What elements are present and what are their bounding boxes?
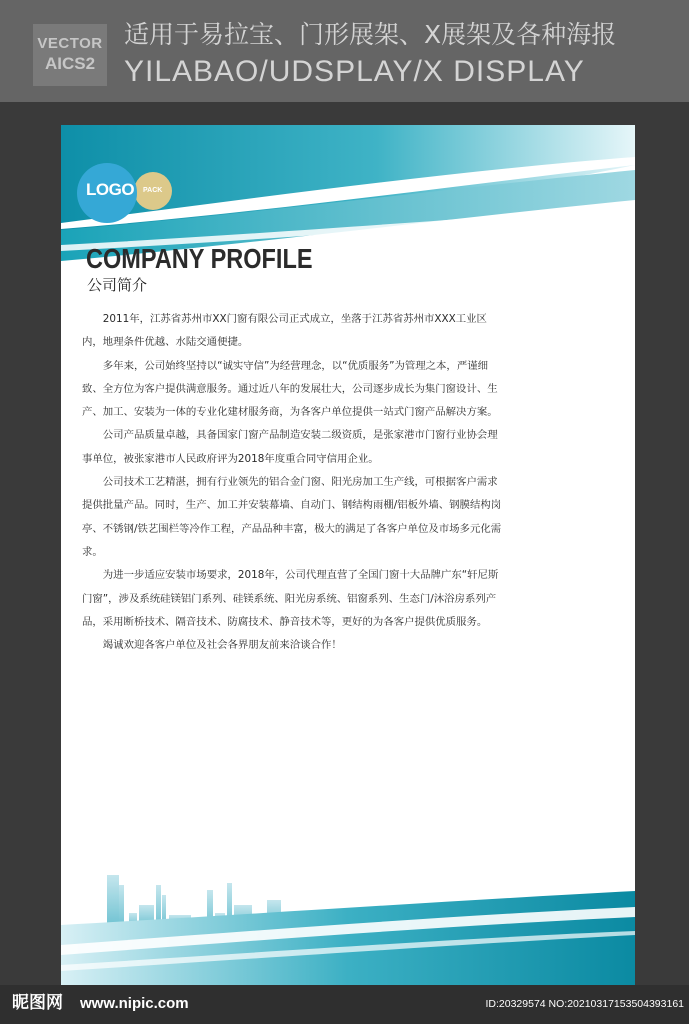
company-profile-title: COMPANY PROFILE <box>86 243 313 274</box>
nipic-logo: 昵图网 <box>12 993 63 1013</box>
nipic-url[interactable]: www.nipic.com <box>80 995 189 1012</box>
profile-paragraph: 多年来，公司始终坚持以“诚实守信”为经营理念，以“优质服务”为管理之本，严谨细致、全方位为客户提供满意服务。通过近八年的发展壮大，公司逐步成长为集门窗设计、生产、加工、安装为一体的专业化建材服务商，为各客户单位提供一站式门窗产品解决方案。 <box>82 359 498 419</box>
banner-title-en: YILABAO/UDSPLAY/X DISPLAY <box>124 55 585 88</box>
profile-paragraph: 为进一步适应安装市场要求，2018年，公司代理直营了全国门窗十大品牌广东“轩尼斯门窗”，涉及系统硅镁铝门系列、硅镁系统、阳光房系统、铝窗系列、生态门/沐浴房系列产品，采用断桥技术、隔音技术、防腐技术、静音技术等，更好的为各客户提供优质服务。 <box>82 569 499 628</box>
company-profile-subtitle: 公司简介 <box>87 276 148 294</box>
profile-paragraph: 2011年，江苏省苏州市XX门窗有限公司正式成立，坐落于江苏省苏州市XXX工业区内，地理条件优越、水陆交通便捷。 <box>82 313 487 349</box>
profile-paragraph: 公司产品质量卓越，具备国家门窗产品制造安装二级资质，是张家港市门窗行业协会理事单位，被张家港市人民政府评为2018年度重合同守信用企业。 <box>82 429 498 465</box>
banner-title-cn: 适用于易拉宝、门形展架、X展架及各种海报 <box>124 20 617 49</box>
badge-line2: AICS2 <box>44 54 96 73</box>
profile-paragraph: 公司技术工艺精湛，拥有行业领先的铝合金门窗、阳光房加工生产线，可根据客户需求提供批量产品。同时，生产、加工并安装幕墙、自动门、钢结构雨棚/铝板外墙、钢膜结构岗亭、不锈钢/铁艺围栏等冷作工程，产品品种丰富，极大的满足了各客户单位及市场多元化需求。 <box>82 476 502 558</box>
nipic-id: ID:20329574 NO:20210317153504393161 <box>485 998 684 1010</box>
profile-paragraph: 竭诚欢迎各客户单位及社会各界朋友前来洽谈合作！ <box>102 639 342 652</box>
vector-badge <box>33 24 107 86</box>
profile-body <box>82 308 506 657</box>
badge-line1: VECTOR <box>37 35 103 52</box>
logo-pack-text: PACK <box>143 187 163 194</box>
logo-text: LOGO <box>86 180 135 199</box>
top-banner <box>0 0 689 102</box>
